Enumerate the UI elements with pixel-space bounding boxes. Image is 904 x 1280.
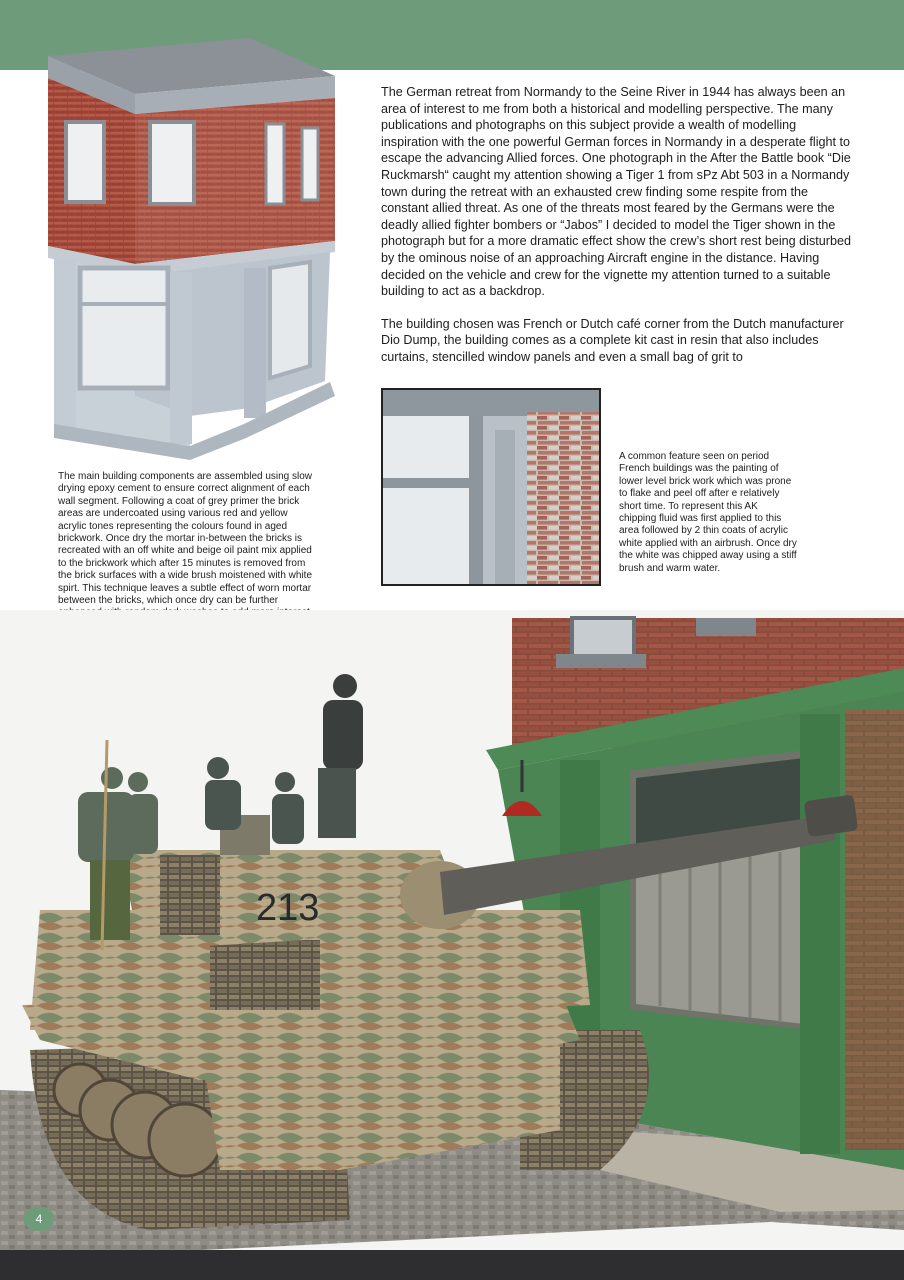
diorama-photo	[0, 610, 904, 1280]
inset-photo	[381, 388, 601, 586]
tank-number: 213	[256, 887, 320, 929]
caption-building: The main building components are assembled using slow drying epoxy cement to ensure correct alignment of each wall segment. Following a coat of grey primer the brick areas are undercoated using various red and yellow acrylic tones representing the colours found in aged brickwork. Once dry the mortar in-between the bricks is recreated with an off white and beige oil paint mix applied to the brickwork which after 15 minutes is removed from the brick surfaces with a wide brush moistened with white spirt. This technique leaves a subtle effect of worn mortar between the bricks, which once dry can be further	[58, 471, 313, 607]
building-photo	[40, 36, 340, 460]
article-paragraph-2: The building chosen was French or Dutch café corner from the Dutch manufacturer Dio Dump, the building comes as a complete kit cast in resin that also includes curtains, stencilled window panels and even a small bag of grit to	[381, 316, 844, 364]
caption-inset: A common feature seen on period French buildings was the painting of lower level brick work which was prone to flake and peel off after e relatively short time. To represent this AK chipping fluid was first applied to this area followed by 2 thin coats of acrylic white applied with an airbrush. Once dry the white was chipped away using a stiff brush and warm water.	[619, 451, 797, 574]
article-paragraph-1: The German retreat from Normandy to the Seine River in 1944 has always been an area of interest to me from both a historical and modelling perspective. The many publications and photographs on this subject provide a wealth of modelling inspiration with the one powerful German forces in Normandy in a desperate flight to escape the advancing Allied forces. One photograph in the After the Battle book “Die Ruckmarsh“ caught my attention showing a Tiger 1 from sPz Abt 503 in a Normandy town during the retreat with an exhausted crew finding some respite from the constant allied threat. As one of the threats most feared by the Germans were the deadly allied fighter bombers or “Jabos” I decided to model the Tiger shown in the photograph but for a more dramatic effect show the crew’s short rest being disturbed by the ominous noise of an approaching Aircraft engine in the distance. Having decided on the vehicle and crew for the vignette my attention turned to a suitable building to act as a backdrop.	[381, 85, 851, 299]
article-body	[381, 84, 851, 382]
page-number: 4	[24, 1207, 54, 1231]
